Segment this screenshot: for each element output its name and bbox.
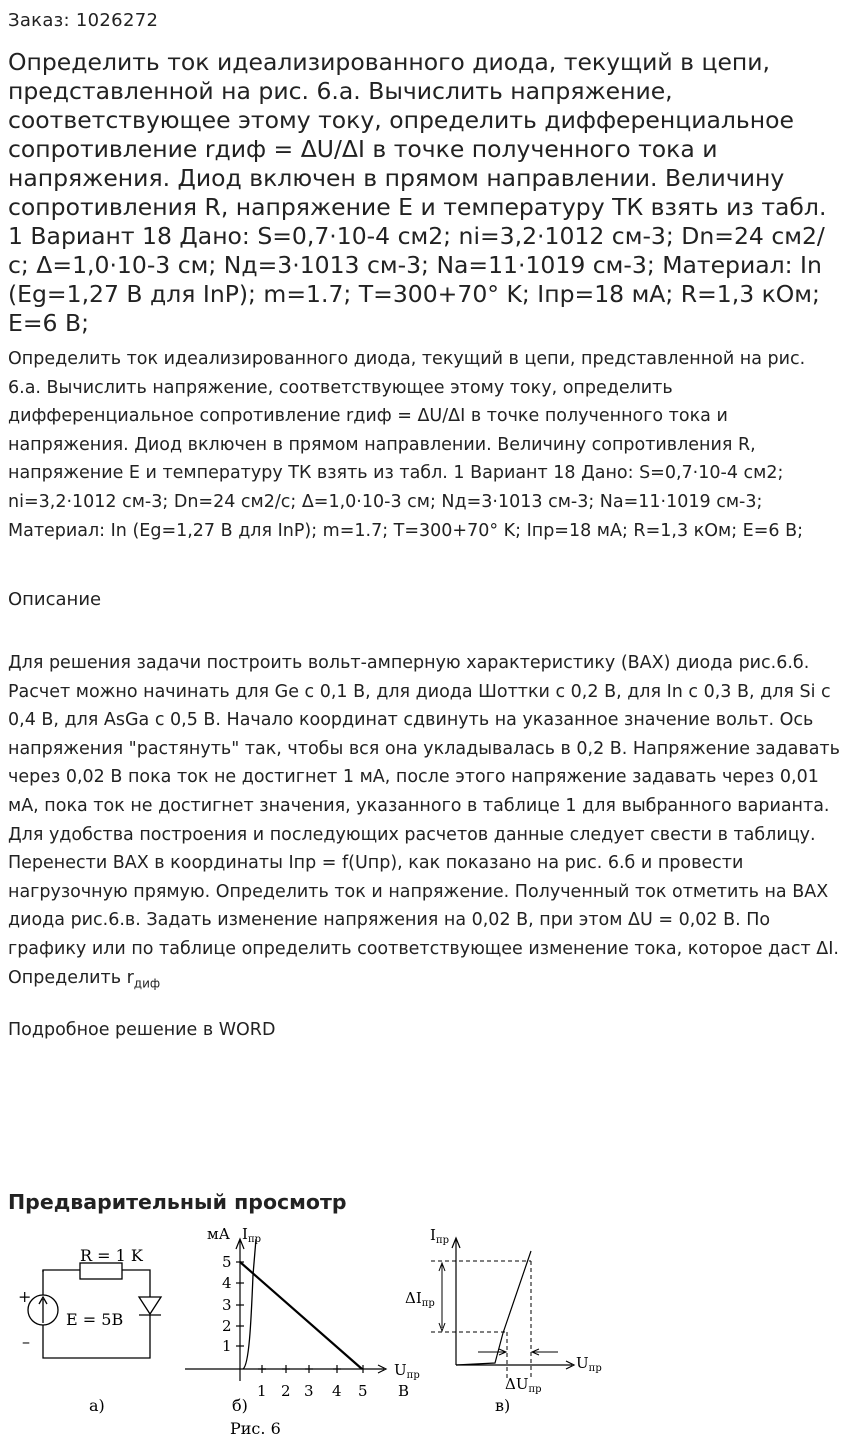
iv-curve-v	[456, 1251, 531, 1365]
graph-b-unit-y: мА	[207, 1225, 231, 1243]
order-number: Заказ: 1026272	[8, 10, 159, 31]
graph-v-axis-x: $U_{пр}$	[576, 1354, 602, 1374]
description-subscript: диф	[133, 976, 161, 991]
minus-sign: –	[22, 1332, 30, 1351]
figure-caption: Рис. 6	[230, 1419, 281, 1438]
plus-sign: +	[18, 1287, 32, 1306]
preview-heading: Предварительный просмотр	[8, 1190, 347, 1214]
graph-b-unit-x: В	[398, 1382, 410, 1400]
svg-text:1: 1	[257, 1382, 267, 1400]
diode-symbol	[139, 1297, 161, 1314]
load-line	[240, 1262, 362, 1369]
caption-v: в)	[495, 1396, 511, 1415]
resistor-label: R = 1 K	[80, 1246, 143, 1265]
graph-v-axis-y: $I_{пр}$	[430, 1226, 450, 1246]
graph-v-guides	[431, 1261, 531, 1380]
description-body: Для решения задачи построить вольт-амперную характеристику (ВАХ) диода рис.6.б. Расчет можно начинать для Ge с 0,1 В, для диода Шоттки с 0,2 В, для In с 0,3 В, для Si с 0,4 В, для AsGa с 0,5 В. Начало координат сдвинуть на указанное значение вольт. Ось напряжения "растянуть" так, чтобы вся она укладывалась в 0,2 В. Напряжение задавать через 0,02 В пока ток не достигнет 1 мА, после этого напряжение задавать через 0,01 мА, пока ток не достигнет значения, указанного в таблице 1 для выбранного варианта. Для удобства построения и последующих расчетов данные следует свести в таблицу. Перенести ВАХ в координаты Iпр = f(Uпр), как показано на рис. 6.б и провести нагрузочную прямую. Определить ток и напряжение. Полученный ток отметить на ВАХ диода рис.6.в. Задать изменение напряжения на 0,02 В, при этом ΔU = 0,02 В. По графику или по таблице определить соответствующее изменение тока, которое даст ΔI. Определить r	[8, 653, 840, 988]
resistor-symbol	[80, 1263, 122, 1279]
graph-b-x-ticks	[257, 1382, 368, 1400]
svg-text:1: 1	[222, 1337, 232, 1355]
caption-b: б)	[232, 1396, 248, 1415]
task-body: Определить ток идеализированного диода, текущий в цепи, представленной на рис. 6.а. Вычислить напряжение, соответствующее этому току, определить дифференциальное сопротивление rдиф = ΔU/ΔI в точке полученного тока и напряжения. Диод включен в прямом направлении. Величину сопротивления R, напряжение E и температуру ТК взять из табл. 1 Вариант 18 Дано: S=0,7·10-4 см2; ni=3,2·1012 см-3; Dn=24 см2/с; Δ=1,0·10-3 см; Nд=3·1013 см-3; Na=11·1019 см-3; Материал: In (Eg=1,27 В для InP); m=1.7; T=300+70° K; Iпр=18 мА; R=1,3 кОм; E=6 В;	[8, 349, 806, 541]
description-heading: Описание	[8, 589, 102, 610]
graph-v-arrows	[439, 1263, 558, 1355]
svg-text:5: 5	[222, 1253, 232, 1271]
source-label: E = 5B	[66, 1310, 124, 1329]
svg-text:3: 3	[304, 1382, 314, 1400]
graph-b-axis-y: $I_{пр}$	[242, 1225, 262, 1245]
iv-curve-b	[243, 1239, 256, 1369]
graph-b-axis-x: $U_{пр}$	[394, 1361, 420, 1381]
svg-text:2: 2	[222, 1317, 232, 1335]
graph-v-delta-i: $\Delta I_{пр}$	[405, 1289, 435, 1309]
description-text	[8, 649, 840, 998]
svg-text:3: 3	[222, 1296, 232, 1314]
svg-text:2: 2	[281, 1382, 291, 1400]
graph-b-axes	[185, 1239, 386, 1381]
svg-text:5: 5	[358, 1382, 368, 1400]
caption-a: а)	[89, 1396, 105, 1415]
word-note: Подробное решение в WORD	[8, 1020, 276, 1040]
task-title: Определить ток идеализированного диода, текущий в цепи, представленной на рис. 6.а. Вычислить напряжение, соответствующее этому току, определить дифференциальное сопротивление rдиф = ΔU/ΔI в точке полученного тока и напряжения. Диод включен в прямом направлении. Величину сопротивления R, напряжение E и температуру ТК взять из табл. 1 Вариант 18 Дано: S=0,7·10-4 см2; ni=3,2·1012 см-3; Dn=24 см2/с; Δ=1,0·10-3 см; Nд=3·1013 см-3; Na=11·1019 см-3; Материал: In (Eg=1,27 В для InP); m=1.7; T=300+70° K; Iпр=18 мА; R=1,3 кОм; E=6 В;	[8, 48, 827, 337]
graph-b-y-ticks	[222, 1253, 232, 1355]
svg-text:4: 4	[222, 1274, 232, 1292]
figure-6	[0, 1215, 847, 1449]
svg-text:4: 4	[332, 1382, 342, 1400]
graph-v-delta-u: $\Delta U_{пр}$	[505, 1375, 542, 1395]
